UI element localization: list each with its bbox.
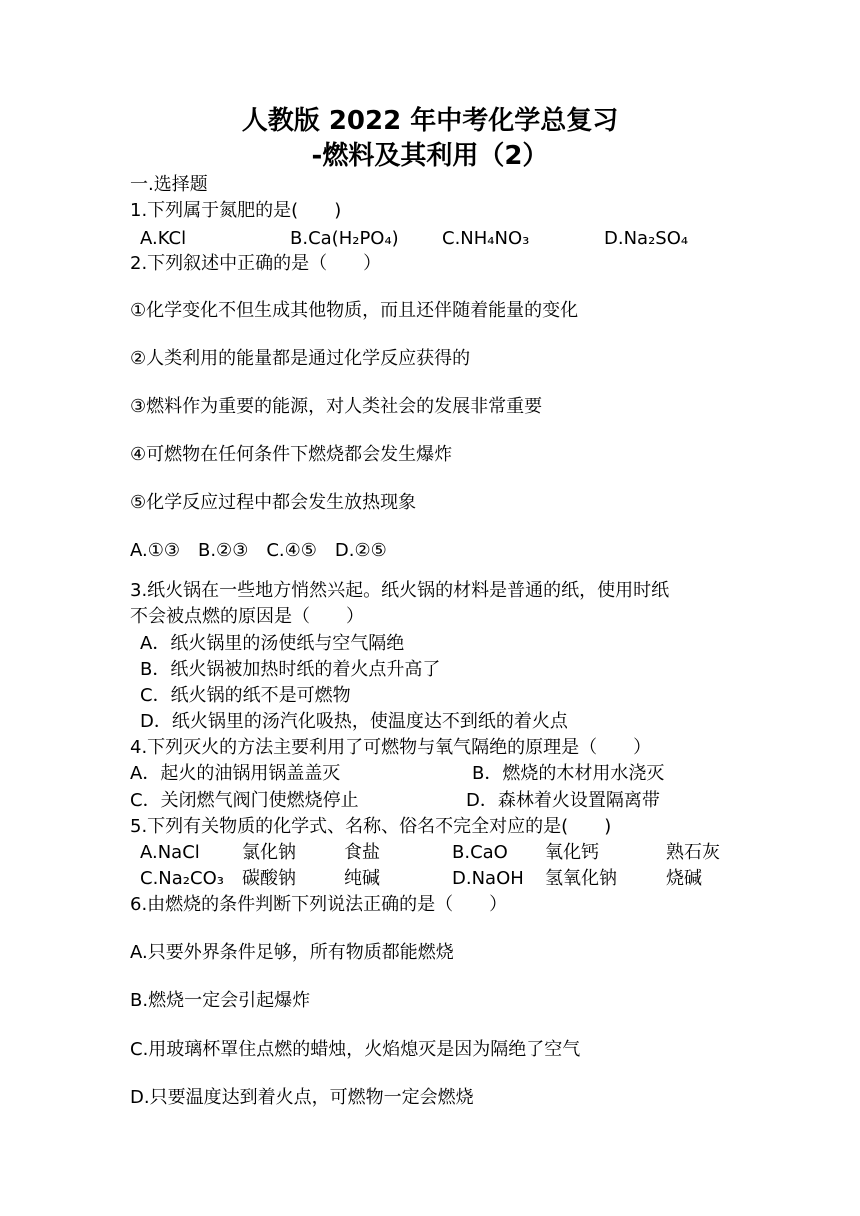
question-1-option-b: B.Ca(H₂PO₄): [290, 228, 399, 249]
question-3-option-d: D．纸火锅里的汤汽化吸热，使温度达不到纸的着火点: [140, 711, 568, 732]
question-5-option-a-formula: A.NaCl: [140, 842, 200, 863]
question-1-stem: 1.下列属于氮肥的是( ): [130, 200, 342, 221]
question-2-statement-3: ③燃料作为重要的能源，对人类社会的发展非常重要: [130, 396, 543, 417]
question-4-stem: 4.下列灭火的方法主要利用了可燃物与氧气隔绝的原理是（ ）: [130, 737, 652, 758]
question-2-statement-2: ②人类利用的能量都是通过化学反应获得的: [130, 348, 471, 369]
question-5-options-row-2: [0, 867, 860, 891]
question-6-option-a: A.只要外界条件足够，所有物质都能燃烧: [130, 942, 454, 963]
question-5-stem: 5.下列有关物质的化学式、名称、俗名不完全对应的是( ): [130, 816, 612, 837]
question-3-option-c: C．纸火锅的纸不是可燃物: [140, 685, 351, 706]
question-5-option-c-common-name: 纯碱: [344, 868, 380, 889]
question-3-option-b: B．纸火锅被加热时纸的着火点升高了: [140, 659, 441, 680]
question-2-statement-5: ⑤化学反应过程中都会发生放热现象: [130, 492, 417, 513]
question-1-option-d: D.Na₂SO₄: [604, 228, 689, 249]
question-6-option-b: B.燃烧一定会引起爆炸: [130, 990, 311, 1011]
question-5-option-b-common-name: 熟石灰: [666, 842, 720, 863]
question-2-statement-4: ④可燃物在任何条件下燃烧都会发生爆炸: [130, 444, 453, 465]
question-2-options: A.①③ B.②③ C.④⑤ D.②⑤: [130, 540, 387, 561]
question-4-option-c: C．关闭燃气阀门使燃烧停止: [130, 790, 359, 811]
question-3-option-a: A．纸火锅里的汤使纸与空气隔绝: [140, 633, 405, 654]
section-heading: 一.选择题: [130, 174, 208, 195]
question-5-option-b-name: 氧化钙: [545, 842, 599, 863]
question-6-option-c: C.用玻璃杯罩住点燃的蜡烛，火焰熄灭是因为隔绝了空气: [130, 1039, 581, 1060]
question-5-option-a-name: 氯化钠: [242, 842, 296, 863]
document-title: 人教版 2022 年中考化学总复习: [241, 106, 619, 136]
question-4-option-d: D．森林着火设置隔离带: [466, 790, 660, 811]
document-subtitle: -燃料及其利用（2）: [311, 141, 549, 171]
question-5-option-c-name: 碳酸钠: [242, 868, 296, 889]
question-2-stem: 2.下列叙述中正确的是（ ）: [130, 253, 382, 274]
question-5-option-d-name: 氢氧化钠: [545, 868, 617, 889]
question-3-stem-line-2: 不会被点燃的原因是（ ）: [130, 606, 364, 627]
question-2-statement-1: ①化学变化不但生成其他物质，而且还伴随着能量的变化: [130, 300, 579, 321]
question-5-option-d-common-name: 烧碱: [666, 868, 702, 889]
question-5-option-a-common-name: 食盐: [344, 842, 380, 863]
question-1-option-c: C.NH₄NO₃: [442, 228, 530, 249]
question-6-option-d: D.只要温度达到着火点，可燃物一定会燃烧: [130, 1087, 474, 1108]
question-5-option-b-formula: B.CaO: [452, 842, 508, 863]
question-3-stem-line-1: 3.纸火锅在一些地方悄然兴起。纸火锅的材料是普通的纸，使用时纸: [130, 580, 670, 601]
question-5-option-d-formula: D.NaOH: [452, 868, 524, 889]
question-5-options-row-1: [0, 841, 860, 865]
question-5-option-c-formula: C.Na₂CO₃: [140, 868, 224, 889]
question-4-option-b: B．燃烧的木材用水浇灭: [472, 763, 665, 784]
question-1-option-a: A.KCl: [140, 228, 187, 249]
question-1-options: [0, 227, 860, 251]
question-6-stem: 6.由燃烧的条件判断下列说法正确的是（ ）: [130, 894, 508, 915]
question-4-options-row-1: [0, 762, 860, 786]
question-4-option-a: A．起火的油锅用锅盖盖灭: [130, 763, 341, 784]
question-4-options-row-2: [0, 789, 860, 813]
